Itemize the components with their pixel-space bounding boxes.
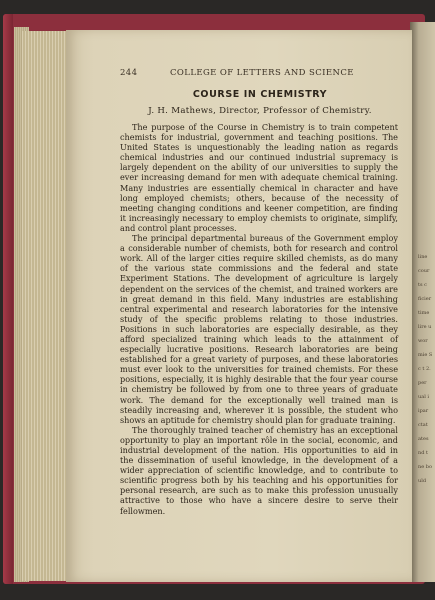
- running-head: COLLEGE OF LETTERS AND SCIENCE: [170, 68, 354, 78]
- page-number: 244: [120, 68, 138, 78]
- paragraph: The purpose of the Course in Chemistry is to train competent chemists for industrial, government and teaching positions. The United States is unquestionably the leading nation as regards chemical industries and our continued industrial supremacy is largely dependent on the ability of our universities to supply the ever increasing demand for men with adequate chemical training. Many industries are essentially chemical in character and have long employed chemists; others, because of the necessity of meeting changing conditions and keener competition, are finding it increasingly necessary to employ chemists to originate, simplify, and control plant processes.: [120, 122, 398, 233]
- facing-page-text: line cour ts c ficier time lire u wor mie S c t 2. per ual i ipar ctat ates nd t ne bo uld: [418, 254, 433, 484]
- section-title: COURSE IN CHEMISTRY: [192, 89, 328, 100]
- page-stack-inner: [22, 31, 70, 581]
- book-spine-edge: [3, 14, 13, 584]
- paragraph: The thoroughly trained teacher of chemistry has an exceptional opportunity to play an important rôle in the social, economic, and industrial development of the nation. His opportunities to aid in the dissemination of useful knowledge, in the development of a wider appreciation of scientific knowledge, and to contribute to scientific progress both by his teaching and his opportunities for personal research, are such as to make this profession unusually attractive to those who have a sincere desire to serve their fellowmen.: [120, 424, 398, 516]
- body-text: [120, 122, 398, 516]
- byline: J. H. Mathews, Director, Professor of Chemistry.: [148, 106, 372, 116]
- paragraph: The principal departmental bureaus of the Government employ a considerable number of chemists, both for research and control work. All of the larger cities require skilled chemists, as do many of the various state commissions and the federal and state Experiment Stations. The development of agriculture is largely dependent on the services of the chemist, and trained workers are in great demand in this field. Many industries are establishing central experimental and research laboratories for the intensive study of the specific problems relating to those industries. Positions in such laboratories are especially desirable, as they afford specialized training which leads to the attainment of especially lucrative positions. Research laboratories are being established for a great variety of purposes, and these laboratories must ever look to the universities for trained chemists. For these positions, especially, it is highly desirable that the four year course in chemistry be followed by from one to three years of graduate work. The demand for the exceptionally well trained man is steadily increasing and, wherever it is possible, the student who shows an aptitude for chemistry should plan for graduate training.: [120, 233, 398, 425]
- page-header: [120, 68, 400, 82]
